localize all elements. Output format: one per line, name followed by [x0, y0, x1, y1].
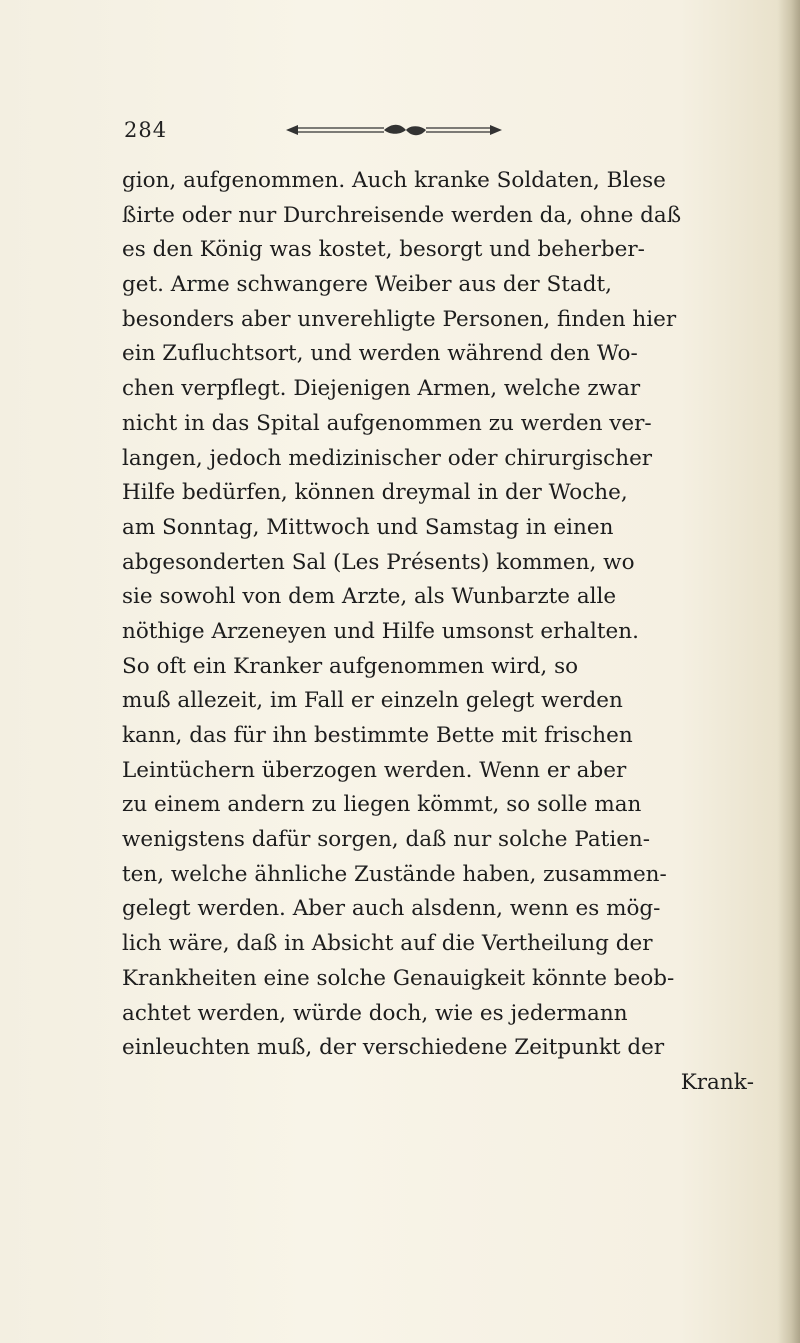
header-ornament	[284, 122, 504, 138]
text-line: gelegt werden. Aber auch alsdenn, wenn es mög‑	[122, 896, 661, 922]
text-line: langen, jedoch medizinischer oder chirurgischer	[122, 445, 653, 471]
body-text	[122, 164, 762, 1101]
text-line: So oft ein Kranker aufgenommen wird, so	[122, 653, 579, 679]
text-line: Hilfe bedürfen, können dreymal in der Woche,	[122, 480, 628, 506]
text-line: ten, welche ähnliche Zustände haben, zusammen‑	[122, 861, 667, 887]
text-line: Krankheiten eine solche Genauigkeit könnte beob‑	[122, 965, 675, 991]
text-line: einleuchten muß, der verschiedene Zeitpunkt der	[122, 1035, 665, 1061]
text-line: abgesonderten Sal (Les Présents) kommen, wo	[122, 549, 635, 575]
text-line: ein Zufluchtsort, und werden während den Wo‑	[122, 341, 638, 367]
text-line: chen verpflegt. Diejenigen Armen, welche zwar	[122, 376, 641, 402]
text-line: lich wäre, daß in Absicht auf die Vertheilung der	[122, 931, 653, 957]
text-line: achtet werden, würde doch, wie es jedermann	[122, 1000, 628, 1026]
page-number: 284	[124, 118, 168, 142]
text-line: nicht in das Spital aufgenommen zu werden ver‑	[122, 410, 652, 436]
text-line: es den König was kostet, besorgt und beherber‑	[122, 237, 645, 263]
text-line: nöthige Arzeneyen und Hilfe umsonst erhalten.	[122, 618, 639, 644]
text-line: ßirte oder nur Durchreisende werden da, ohne daß	[122, 202, 682, 228]
page-header	[124, 118, 684, 148]
text-line: zu einem andern zu liegen kömmt, so solle man	[122, 792, 642, 818]
text-line: muß allezeit, im Fall er einzeln gelegt werden	[122, 688, 623, 714]
catchword: Krank‑	[680, 1069, 754, 1095]
text-line: get. Arme schwangere Weiber aus der Stadt,	[122, 272, 612, 298]
text-line: wenigstens dafür sorgen, daß nur solche Patien‑	[122, 827, 651, 853]
text-line: Leintüchern überzogen werden. Wenn er aber	[122, 757, 627, 783]
text-line: gion, aufgenommen. Auch kranke Soldaten, Blese	[122, 168, 666, 193]
page-edge-shadow	[778, 0, 800, 1343]
text-line: besonders aber unverehligte Personen, finden hier	[122, 306, 677, 332]
text-line: am Sonntag, Mittwoch und Samstag in einen	[122, 514, 614, 540]
text-line: kann, das für ihn bestimmte Bette mit frischen	[122, 723, 633, 748]
text-line: sie sowohl von dem Arzte, als Wunbarzte alle	[122, 584, 617, 610]
